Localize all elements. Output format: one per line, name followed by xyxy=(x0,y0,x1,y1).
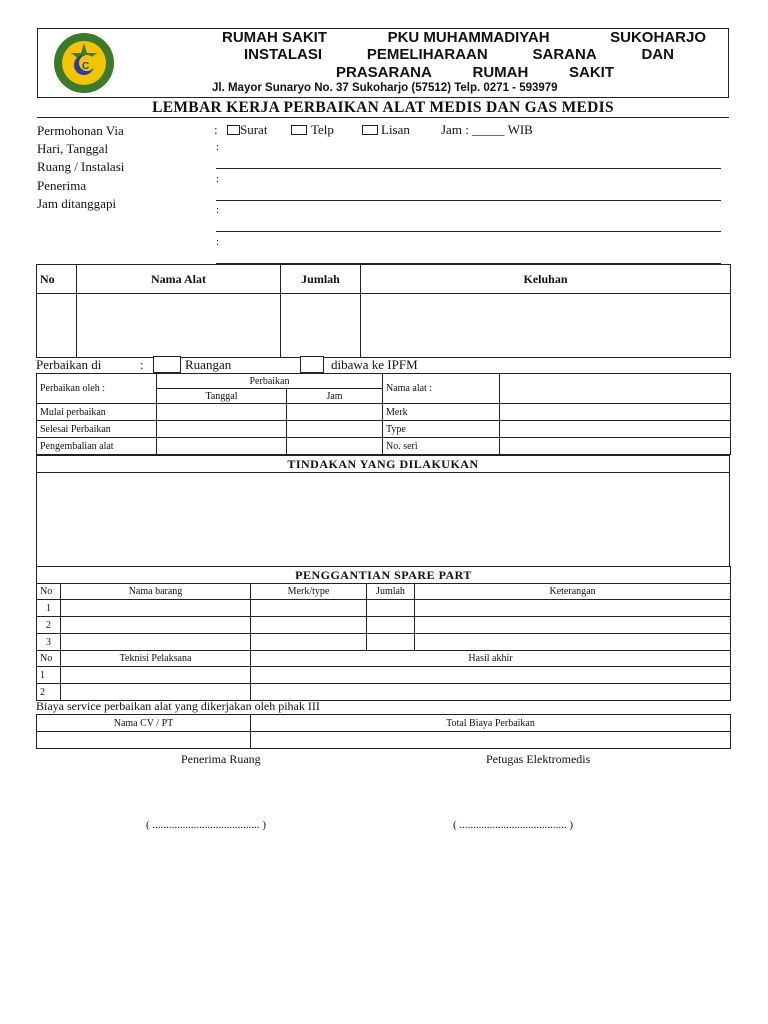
via-lisan-label: Lisan xyxy=(381,122,410,137)
ipfm-checkbox[interactable] xyxy=(300,356,324,373)
column-header: Jumlah xyxy=(367,584,415,600)
petugas-elektromedis-label: Petugas Elektromedis xyxy=(486,752,591,766)
row-number: 3 xyxy=(37,634,61,651)
perbaikan-oleh-label: Perbaikan oleh : xyxy=(37,374,157,404)
spare-cell[interactable] xyxy=(415,634,731,651)
spare-cell[interactable] xyxy=(61,617,251,634)
spare-cell[interactable] xyxy=(61,634,251,651)
no-seri-value[interactable] xyxy=(500,438,731,455)
header-line-3 xyxy=(336,64,614,81)
column-header: No xyxy=(37,651,61,667)
colon: : xyxy=(140,357,144,372)
header-text: PRASARANA xyxy=(336,64,432,81)
complaint-cell[interactable] xyxy=(281,294,361,358)
technician-cell[interactable] xyxy=(61,667,251,684)
header-text: SAKIT xyxy=(568,64,614,81)
tindakan-area[interactable] xyxy=(37,473,730,567)
no-seri-label: No. seri xyxy=(383,438,500,455)
spare-part-table xyxy=(36,566,731,651)
type-value[interactable] xyxy=(500,421,731,438)
row-number: 2 xyxy=(37,617,61,634)
column-header: Hasil akhir xyxy=(251,651,731,667)
perbaikan-di-label: Perbaikan di xyxy=(36,357,102,372)
perbaikan-header: Perbaikan xyxy=(157,374,383,389)
hospital-logo xyxy=(52,31,116,95)
spare-cell[interactable] xyxy=(367,634,415,651)
total-cost-cell[interactable] xyxy=(251,732,731,749)
colon: : xyxy=(216,141,220,153)
header-text: RUMAH SAKIT xyxy=(222,29,327,46)
column-header: Total Biaya Perbaikan xyxy=(251,715,731,732)
technician-table xyxy=(36,650,731,701)
header-line-1 xyxy=(222,29,706,46)
column-header: Jumlah xyxy=(281,265,361,294)
type-label: Type xyxy=(383,421,500,438)
ruangan-checkbox[interactable] xyxy=(153,356,181,373)
colon: : xyxy=(216,236,220,248)
nama-alat-label: Nama alat : xyxy=(383,374,500,404)
column-header: Keluhan xyxy=(361,265,731,294)
third-party-label: Biaya service perbaikan alat yang dikerjakan oleh pihak III xyxy=(36,699,320,713)
spare-cell[interactable] xyxy=(367,617,415,634)
row-label: Selesai Perbaikan xyxy=(37,421,157,438)
penerima-ruang-label: Penerima Ruang xyxy=(181,752,261,766)
tanggal-header: Tanggal xyxy=(157,389,287,404)
complaint-cell[interactable] xyxy=(37,294,77,358)
column-header: Merk/type xyxy=(251,584,367,600)
field-label: Penerima xyxy=(37,177,87,193)
column-header: Teknisi Pelaksana xyxy=(61,651,251,667)
spare-cell[interactable] xyxy=(61,600,251,617)
row-number: 1 xyxy=(37,667,61,684)
complaint-table xyxy=(36,264,731,358)
nama-alat-value[interactable] xyxy=(500,374,731,404)
tanggal-cell[interactable] xyxy=(157,438,287,455)
form-title: LEMBAR KERJA PERBAIKAN ALAT MEDIS DAN GAS MEDIS xyxy=(152,99,614,116)
penerima-line[interactable] xyxy=(216,231,721,232)
column-header: No xyxy=(37,265,77,294)
request-labels xyxy=(37,122,124,213)
jam-cell[interactable] xyxy=(287,404,383,421)
column-header: Keterangan xyxy=(415,584,731,600)
header-text: SARANA xyxy=(532,46,597,63)
spare-cell[interactable] xyxy=(367,600,415,617)
tindakan-table xyxy=(36,455,730,567)
cv-pt-cell[interactable] xyxy=(37,732,251,749)
field-label: Jam ditanggapi xyxy=(37,195,117,211)
left-signature-line[interactable]: ( ....................................... ) xyxy=(146,819,267,831)
merk-label: Merk xyxy=(383,404,500,421)
tanggal-cell[interactable] xyxy=(157,404,287,421)
colon: : xyxy=(214,122,218,137)
repair-table xyxy=(36,373,731,455)
right-signature-line[interactable]: ( ....................................... ) xyxy=(453,819,574,831)
tanggal-cell[interactable] xyxy=(157,421,287,438)
jam-field[interactable]: Jam : _____ WIB xyxy=(441,122,533,137)
via-surat-checkbox[interactable] xyxy=(227,125,240,135)
jam-header: Jam xyxy=(287,389,383,404)
column-header: Nama CV / PT xyxy=(37,715,251,732)
merk-value[interactable] xyxy=(500,404,731,421)
header-text: PKU MUHAMMADIYAH xyxy=(387,29,550,46)
spare-cell[interactable] xyxy=(415,600,731,617)
hari-tanggal-line[interactable] xyxy=(216,168,721,169)
ruang-instalasi-line[interactable] xyxy=(216,200,721,201)
header-text: DAN xyxy=(641,46,674,63)
colon: : xyxy=(216,173,220,185)
title-underline xyxy=(37,117,729,118)
field-label: Hari, Tanggal xyxy=(37,141,109,157)
column-header: No xyxy=(37,584,61,600)
row-number: 2 xyxy=(37,684,61,701)
via-telp-label: Telp xyxy=(311,122,334,137)
spare-part-title: PENGGANTIAN SPARE PART xyxy=(37,567,731,584)
column-header: Nama barang xyxy=(61,584,251,600)
column-header: Nama Alat xyxy=(77,265,281,294)
header-text: SUKOHARJO xyxy=(610,29,706,46)
colon: : xyxy=(216,204,220,216)
via-surat-label: Surat xyxy=(240,122,268,137)
ruangan-label: Ruangan xyxy=(185,357,232,372)
spare-cell[interactable] xyxy=(251,600,367,617)
complaint-cell[interactable] xyxy=(77,294,281,358)
spare-cell[interactable] xyxy=(415,617,731,634)
via-telp-checkbox[interactable] xyxy=(291,125,307,135)
jam-cell[interactable] xyxy=(287,421,383,438)
third-party-table xyxy=(36,714,731,749)
tindakan-title: TINDAKAN YANG DILAKUKAN xyxy=(37,456,730,473)
jam-cell[interactable] xyxy=(287,438,383,455)
result-cell[interactable] xyxy=(251,667,731,684)
header-text: PEMELIHARAAN xyxy=(366,46,488,63)
spare-cell[interactable] xyxy=(251,634,367,651)
via-lisan-checkbox[interactable] xyxy=(362,125,378,135)
spare-cell[interactable] xyxy=(251,617,367,634)
header-text: RUMAH xyxy=(472,64,529,81)
ipfm-label: dibawa ke IPFM xyxy=(331,357,418,372)
technician-cell[interactable] xyxy=(61,684,251,701)
complaint-cell[interactable] xyxy=(361,294,731,358)
svg-text:C: C xyxy=(82,61,90,72)
header-line-2 xyxy=(244,46,674,63)
result-cell[interactable] xyxy=(251,684,731,701)
row-label: Pengembalian alat xyxy=(37,438,157,455)
header-address: Jl. Mayor Sunaryo No. 37 Sukoharjo (57512) Telp. 0271 - 593979 xyxy=(212,82,558,94)
field-label: Permohonan Via xyxy=(37,123,124,138)
row-label: Mulai perbaikan xyxy=(37,404,157,421)
row-number: 1 xyxy=(37,600,61,617)
header-text: INSTALASI xyxy=(244,46,323,63)
field-label: Ruang / Instalasi xyxy=(37,159,125,175)
